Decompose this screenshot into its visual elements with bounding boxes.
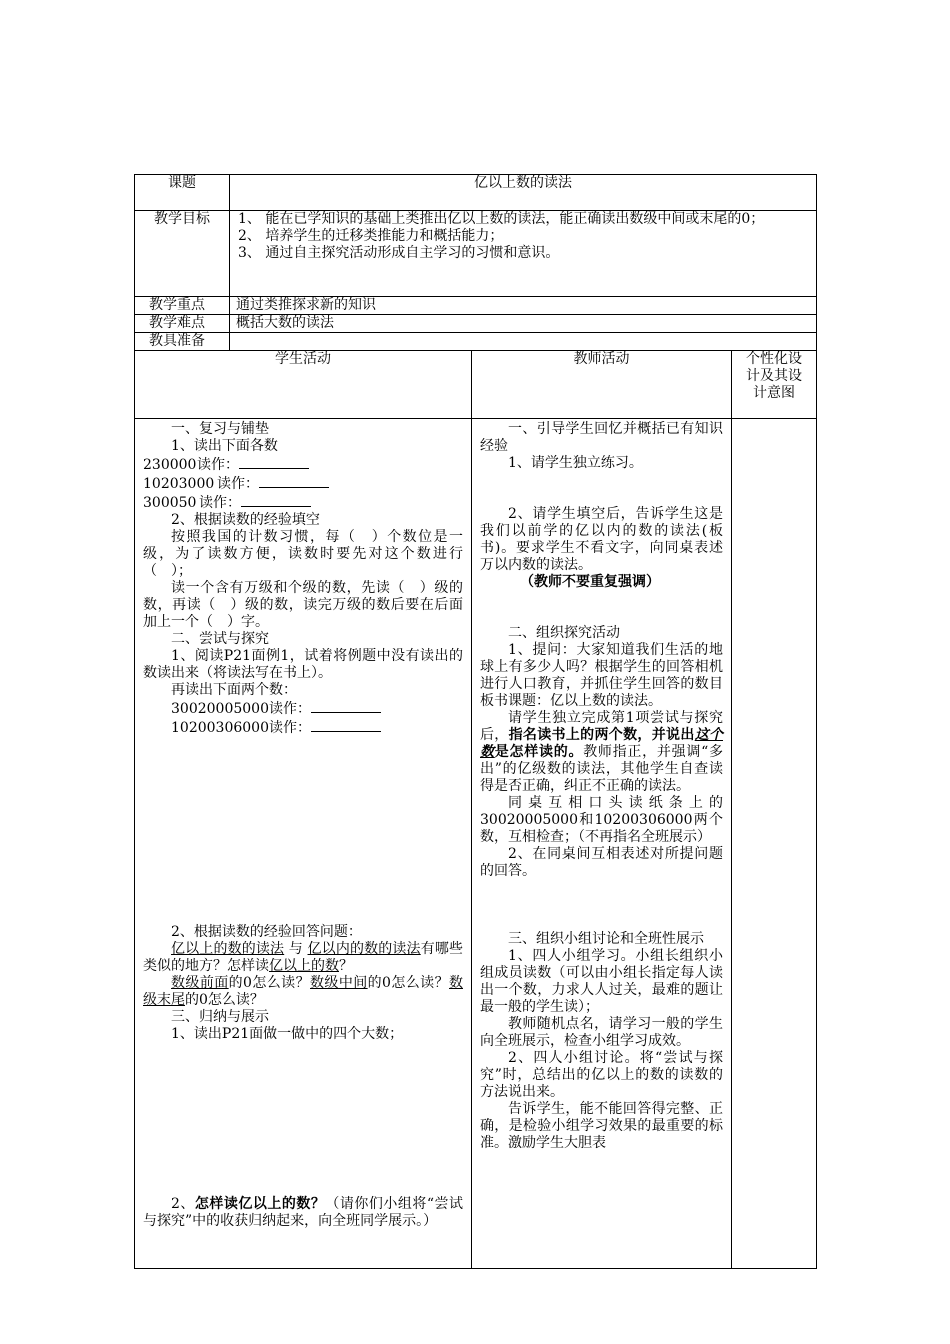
bold-question: 怎样读亿以上的数？ (194, 1196, 326, 1212)
answer-blank (239, 455, 309, 469)
column-header-row (135, 351, 817, 419)
item-text: 1、四人小组学习。小组长组织小组成员读数（可以由小组长指定每人读出一个数，力求人人过关，最难的题让最一般的学生读）； (480, 948, 723, 1015)
underlined-term: 亿以上的数 (269, 958, 339, 974)
text-run: 2、 (171, 1196, 195, 1212)
number-value: 230000 (143, 457, 197, 473)
item-text: 1、读出下面各数 (171, 438, 278, 454)
item-text: 再读出下面两个数： (171, 682, 297, 698)
item-text: 1、请学生独立练习。 (508, 455, 643, 471)
number-value: 300050 (143, 495, 197, 511)
number-line (143, 718, 463, 737)
underlined-term: 数级前面 (171, 975, 229, 991)
underlined-term: 亿以内的数的读法 (307, 941, 421, 957)
item-text: 教师随机点名，请学习一般的学生向全班展示，检查小组学习成效。 (480, 1016, 723, 1049)
goal-item: 3、 通过自主探究活动形成自主学习的习惯和意识。 (238, 245, 560, 261)
read-label: 读作： (268, 720, 311, 736)
text-run: 有哪些类似的地方？怎样读 (143, 941, 464, 974)
difficulty-label: 教学难点 (135, 315, 230, 333)
key-row (135, 297, 817, 315)
personal-design-cell (732, 419, 817, 1269)
number-value: 10200306000 (171, 720, 269, 736)
bold-text: 是怎样读的。 (494, 744, 584, 760)
spacer (480, 591, 723, 625)
teacher-note: （教师不要重复强调） (520, 574, 660, 590)
materials-row (135, 333, 817, 351)
key-label: 教学重点 (135, 297, 230, 315)
goals-label: 教学目标 (135, 211, 230, 297)
item-text: 2、请学生填空后，告诉学生这是我们以前学的亿以内的数的读法(板书)。要求学生不看文字，向同桌表述万以内数的读法。 (480, 506, 723, 573)
question-text (143, 975, 463, 1009)
text-run: 的0怎么读？ (185, 992, 264, 1008)
activity-row (135, 419, 817, 1269)
item-text: 2、根据读数的经验回答问题： (171, 924, 362, 940)
read-label: 读作： (217, 476, 259, 492)
number-line (143, 493, 463, 512)
item-text (480, 710, 723, 795)
text-run: 请学生独立完成第1项尝试与探究后， (480, 710, 723, 743)
read-label: 读作： (199, 495, 241, 511)
number-line (143, 474, 463, 493)
number-line (143, 699, 463, 718)
item-text: 同桌互相口头读纸条上的30020005000和10200306000两个数，互相检查；（不再指名全班展示） (480, 795, 723, 845)
emphasis-text: 这个数 (480, 727, 723, 760)
item-text: 2、在同桌间互相表述对所提问题的回答。 (480, 846, 723, 879)
goals-cell (230, 211, 817, 297)
item-text (143, 1196, 463, 1230)
answer-blank (311, 699, 381, 713)
item-text: 告诉学生，能不能回答得完整、正确，是检验小组学习效果的最重要的标准。激励学生大胆表 (480, 1101, 723, 1151)
topic-row (135, 175, 817, 211)
section-heading: 三、组织小组讨论和全班性展示 (508, 931, 704, 947)
number-value: 10203000 (143, 476, 215, 492)
question-text (143, 941, 463, 975)
underlined-term: 数级中间 (310, 975, 368, 991)
answer-blank (311, 718, 381, 732)
text-run: 的0怎么读？ (367, 975, 449, 991)
teacher-activity-cell (472, 419, 732, 1269)
materials-label: 教具准备 (135, 333, 230, 351)
read-label: 读作： (268, 701, 311, 717)
answer-blank (259, 474, 329, 488)
spacer (143, 737, 463, 924)
item-text: 2、四人小组讨论。将“尝试与探究”时，总结出的亿以上的数的读数的方法说出来。 (480, 1050, 723, 1100)
lesson-plan-table (134, 174, 817, 1269)
text-run: ？ (339, 958, 353, 974)
item-text: 1、读出P21面做一做中的四个大数； (171, 1026, 404, 1042)
section-heading: 一、引导学生回忆并概括已有知识经验 (480, 421, 723, 454)
text-run: 教师指正，并强调“多出”的亿级数的读法，其他学生自查读得是否正确，纠正不正确的读法。 (480, 744, 723, 794)
personal-column-header: 个性化设计及其设计意图 (732, 351, 817, 419)
spacer (143, 1043, 463, 1196)
section-heading: 二、尝试与探究 (171, 631, 269, 647)
fill-text: 读一个含有万级和个级的数，先读（ ）级的数，再读（ ）级的数，读完万级的数后要在后面加上一个（ ）字。 (143, 580, 463, 630)
student-activity-cell (135, 419, 472, 1269)
difficulty-row (135, 315, 817, 333)
underlined-term: 数级末尾 (143, 975, 463, 1008)
student-column-header: 学生活动 (135, 351, 472, 419)
item-text: 1、阅读P21面例1，试着将例题中没有读出的数读出来（将读法写在书上）。 (143, 648, 463, 681)
section-heading: 三、归纳与展示 (171, 1009, 269, 1025)
fill-text: 按照我国的计数习惯，每（ ）个数位是一级，为了读数方便，读数时要先对这个数进行（ ）； (143, 529, 463, 579)
spacer (480, 880, 723, 931)
goal-item: 2、 培养学生的迁移类推能力和概括能力； (238, 228, 504, 244)
item-text: 1、提问：大家知道我们生活的地球上有多少人吗？根据学生的回答相机进行人口教育，并抓住学生回答的数目板书课题：亿以上数的读法。 (480, 642, 723, 709)
item-text: 2、根据读数的经验填空 (171, 512, 320, 528)
difficulty-value: 概括大数的读法 (230, 315, 817, 333)
topic-label: 课题 (135, 175, 230, 211)
read-label: 读作： (197, 457, 239, 473)
section-heading: 二、组织探究活动 (508, 625, 620, 641)
text-run: 的0怎么读？ (228, 975, 310, 991)
goals-row (135, 211, 817, 297)
materials-value (230, 333, 817, 351)
text-run: 与 (284, 941, 308, 957)
bold-text: 指名读书上的两个数，并说出 (508, 727, 695, 743)
underlined-term: 亿以上的数的读法 (171, 941, 285, 957)
key-value: 通过类推探求新的知识 (230, 297, 817, 315)
text-run: （请你们小组将“尝试与探究”中的收获归纳起来，向全班同学展示。） (143, 1196, 463, 1229)
number-value: 30020005000 (171, 701, 269, 717)
spacer (480, 472, 723, 506)
topic-value: 亿以上数的读法 (230, 175, 817, 211)
answer-blank (241, 493, 311, 507)
goal-item: 1、 能在已学知识的基础上类推出亿以上数的读法，能正确读出数级中间或末尾的0； (238, 211, 765, 227)
section-heading: 一、复习与铺垫 (171, 421, 269, 437)
teacher-column-header: 教师活动 (472, 351, 732, 419)
number-line (143, 455, 463, 474)
